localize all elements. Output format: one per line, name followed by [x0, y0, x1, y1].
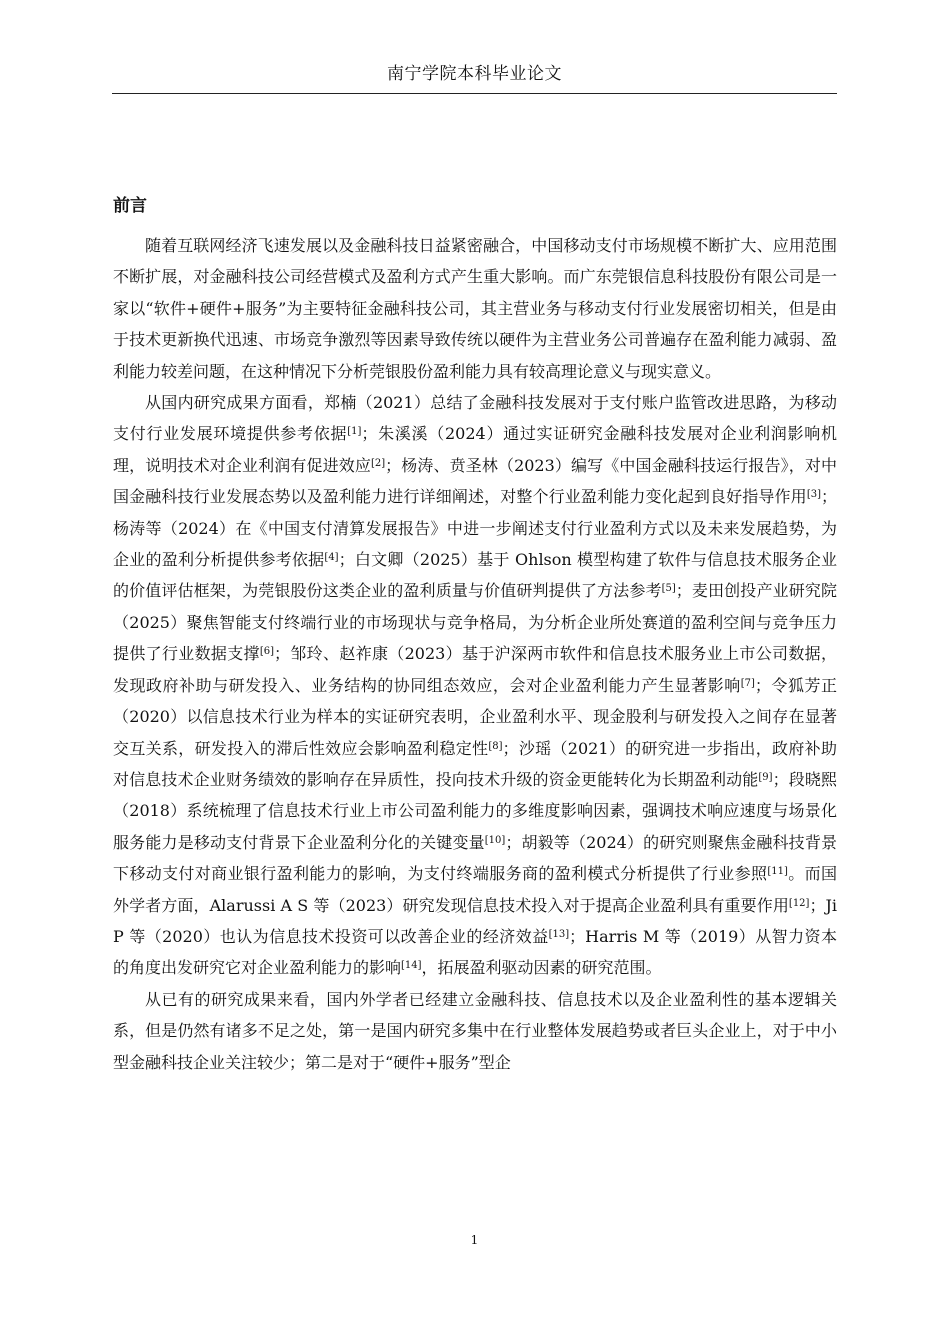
citation-4: [4] — [324, 552, 339, 564]
citation-14: [14] — [401, 960, 422, 972]
body-text — [113, 230, 837, 1078]
citation-10: [10] — [484, 834, 506, 846]
paragraph-2-text-12: 。而国外学者方面，Alarussi A S 等（2023）研究发现信息技术投入对于提高企业盈利具有重要作用 — [113, 864, 837, 915]
citation-11: [11] — [767, 866, 788, 878]
citation-12: [12] — [788, 897, 810, 909]
running-header: 南宁学院本科毕业论文 — [387, 64, 562, 84]
citation-3: [3] — [806, 489, 821, 501]
citation-2: [2] — [370, 457, 386, 469]
paragraph-2-text-4: ；杨涛等（2024）在《中国支付清算发展报告》中进一步阐述支付行业盈利方式以及未来发展趋势，为企业的盈利分析提供参考依据 — [113, 487, 837, 570]
citation-1: [1] — [347, 426, 362, 438]
header-divider — [112, 93, 837, 94]
paragraph-2-text-8: ；令狐芳正（2020）以信息技术行业为样本的实证研究表明，企业盈利水平、现金股利与研发投入之间存在显著交互关系，研发投入的滞后性效应会影响盈利稳定性 — [113, 675, 837, 758]
citation-5: [5] — [661, 583, 676, 595]
paragraph-2-text-5: ；白文卿（2025）基于 Ohlson 模型构建了软件与信息技术服务企业的价值评估框架，为莞银股份这类企业的盈利质量与价值研判提供了方法参考 — [113, 550, 837, 601]
paragraph-2-text-14: ；Harris M 等（2019）从智力资本的角度出发研究它对企业盈利能力的影响 — [113, 926, 837, 978]
paragraph-2 — [113, 387, 837, 984]
citation-7: [7] — [740, 677, 755, 689]
section-title: 前言 — [113, 196, 147, 216]
paragraph-2-text-1: 从国内研究成果方面看，郑楠（2021）总结了金融科技发展对于支付账户监管改进思路，为移动支付行业发展环境提供参考依据 — [113, 393, 837, 444]
citation-6: [6] — [259, 646, 275, 658]
paragraph-2-text-6: ；麦田创投产业研究院（2025）聚焦智能支付终端行业的市场现状与竞争格局，为分析企业所处赛道的盈利空间与竞争压力提供了行业数据支撑 — [113, 581, 837, 664]
paragraph-2-text-10: ；段晓熙（2018）系统梳理了信息技术行业上市公司盈利能力的多维度影响因素，强调技术响应速度与场景化服务能力是移动支付背景下企业盈利分化的关键变量 — [113, 769, 837, 852]
paragraph-2-text-13: ；Ji P 等（2020）也认为信息技术投资可以改善企业的经济效益 — [113, 895, 837, 946]
paragraph-2-text-15: ，拓展盈利驱动因素的研究范围。 — [421, 958, 662, 978]
citation-8: [8] — [488, 740, 503, 752]
page-number: 1 — [470, 1233, 479, 1247]
paragraph-1 — [113, 230, 837, 387]
paragraph-2-text-9: ；沙瑶（2021）的研究进一步指出，政府补助对信息技术企业财务绩效的影响存在异质性，投向技术升级的资金更能转化为长期盈利动能 — [113, 738, 837, 789]
paragraph-3 — [113, 984, 837, 1078]
paragraph-2-text-3: ；杨涛、贲圣林（2023）编写《中国金融科技运行报告》，对中国金融科技行业发展态势以及盈利能力进行详细阐述，对整个行业盈利能力变化起到良好指导作用 — [113, 455, 837, 507]
paragraph-3-text: 从已有的研究成果来看，国内外学者已经建立金融科技、信息技术以及企业盈利性的基本逻辑关系，但是仍然有诸多不足之处，第一是国内研究多集中在行业整体发展趋势或者巨头企业上，对于中小型金融科技企业关注较少；第二是对于“硬件+服务”型企 — [113, 989, 837, 1072]
paragraph-2-text-11: ；胡毅等（2024）的研究则聚焦金融科技背景下移动支付对商业银行盈利能力的影响，为支付终端服务商的盈利模式分析提供了行业参照 — [113, 832, 837, 884]
citation-9: [9] — [758, 771, 773, 783]
paragraph-1-text: 随着互联网经济飞速发展以及金融科技日益紧密融合，中国移动支付市场规模不断扩大、应用范围不断扩展，对金融科技公司经营模式及盈利方式产生重大影响。而广东莞银信息科技股份有限公司是一家以“软件+硬件+服务”为主要特征金融科技公司，其主营业务与移动支付行业发展密切相关，但是由于技术更新换代迅速、市场竞争激烈等因素导致传统以硬件为主营业务公司普遍存在盈利能力减弱、盈利能力较差问题，在这种情况下分析莞银股份盈利能力具有较高理论意义与现实意义。 — [113, 236, 837, 381]
paragraph-2-text-7: ；邹玲、赵祚康（2023）基于沪深两市软件和信息技术服务业上市公司数据，发现政府补助与研发投入、业务结构的协同组态效应，会对企业盈利能力产生显著影响 — [113, 644, 837, 695]
citation-13: [13] — [548, 928, 570, 940]
paragraph-2-text-2: ；朱溪溪（2024）通过实证研究金融科技发展对企业利润影响机理，说明技术对企业利润有促进效应 — [113, 424, 837, 475]
